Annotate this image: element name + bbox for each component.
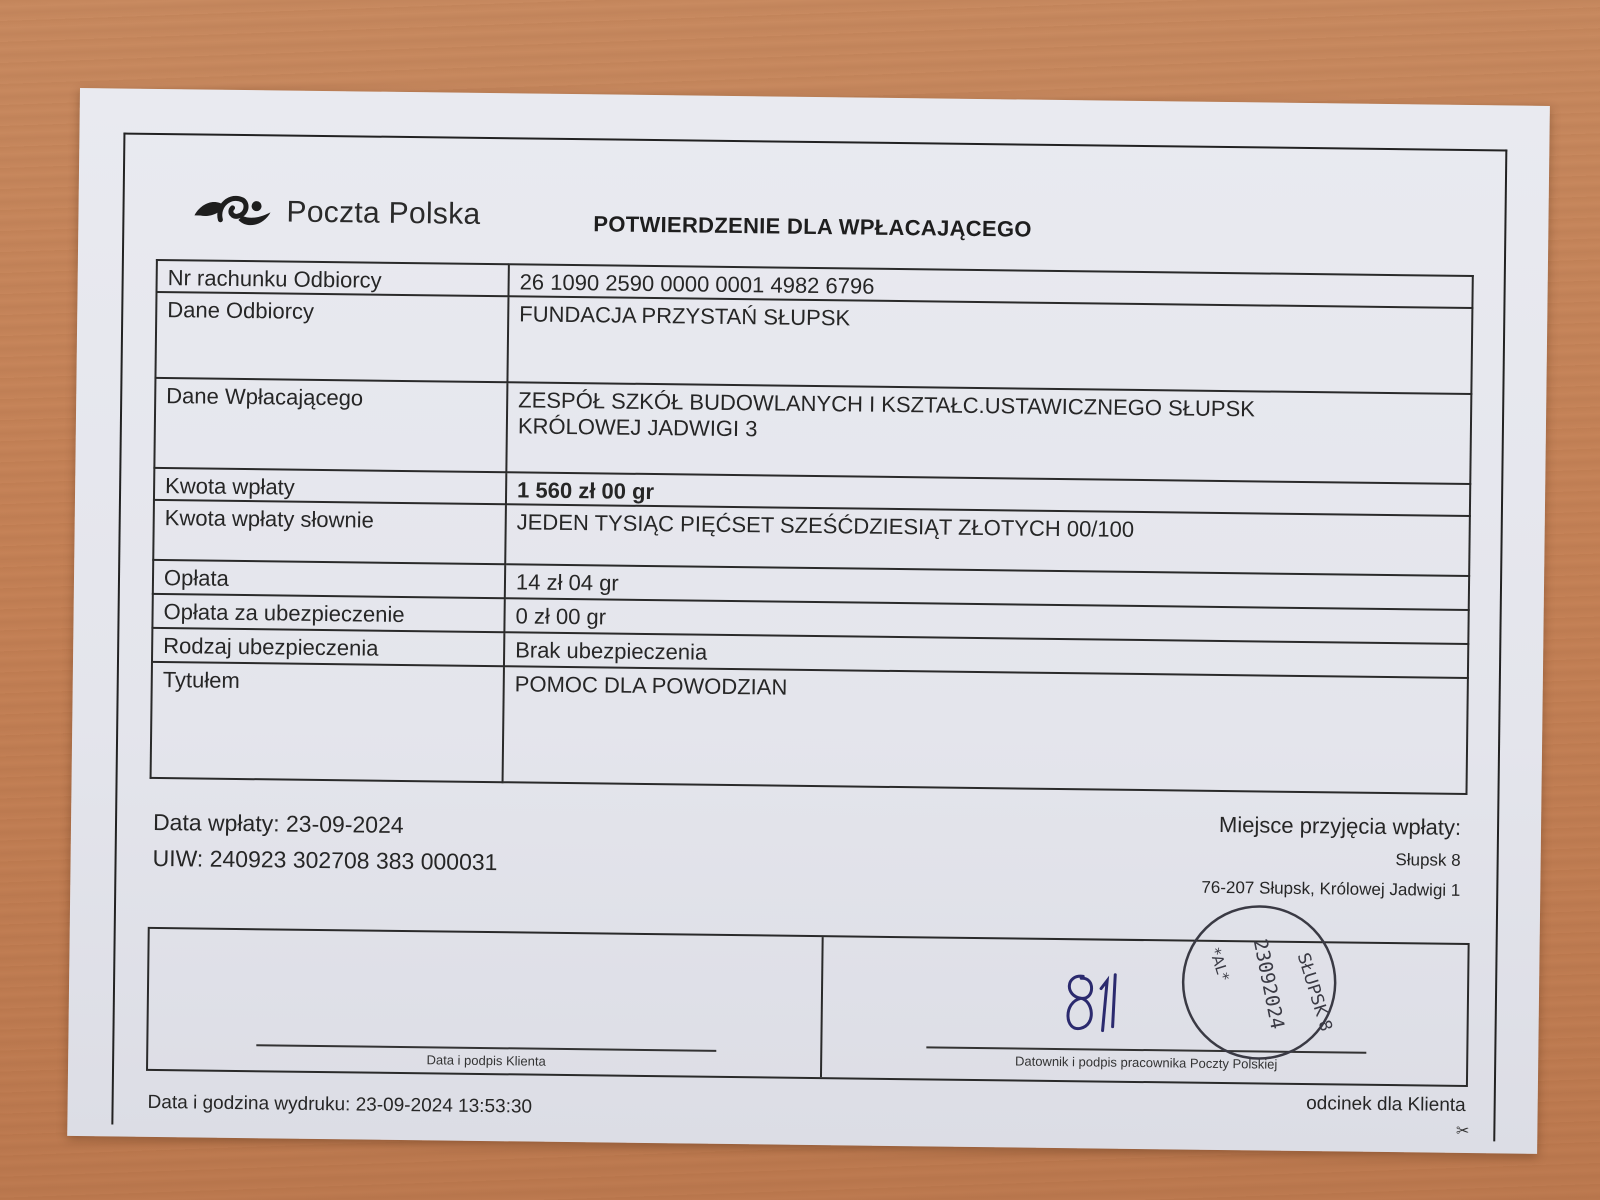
detail-value	[507, 296, 1472, 394]
post-office-date-stamp	[1178, 902, 1340, 1064]
stamp-city: SŁUPSK 8	[1292, 950, 1336, 1034]
stamp-date: 23092024	[1248, 937, 1289, 1032]
handwritten-signature	[1058, 962, 1139, 1043]
detail-value-line: POMOC DLA POWODZIAN	[514, 671, 788, 700]
detail-label: Rodzaj ubezpieczenia	[152, 628, 504, 666]
brand-name: Poczta Polska	[286, 195, 481, 231]
place-office: Słupsk 8	[1395, 850, 1461, 870]
detail-value-line: 1 560 zł 00 gr	[516, 477, 655, 505]
detail-row	[151, 662, 1468, 794]
detail-value-line: 26 1090 2590 0000 0001 4982 6796	[519, 269, 875, 299]
stamp-code: *AL*	[1205, 945, 1233, 984]
detail-label: Kwota wpłaty	[154, 468, 506, 504]
client-signature-caption: Data i podpis Klienta	[426, 1052, 546, 1069]
detail-row	[155, 292, 1472, 394]
detail-value	[503, 666, 1468, 794]
counterfoil-label: odcinek dla Klienta	[1306, 1093, 1466, 1117]
detail-value-line: JEDEN TYSIĄC PIĘĆSET SZEŚĆDZIESIĄT ZŁOTYCH 00/100	[516, 509, 1135, 542]
detail-label: Nr rachunku Odbiorcy	[157, 260, 509, 296]
detail-value-line: 0 zł 00 gr	[515, 603, 607, 630]
detail-value-line: ZESPÓŁ SZKÓŁ BUDOWLANYCH I KSZTAŁC.USTAWICZNEGO SŁUPSK	[518, 387, 1256, 422]
detail-row	[154, 378, 1471, 484]
document-title: POTWIERDZENIE DLA WPŁACAJĄCEGO	[593, 211, 1032, 242]
detail-label: Tytułem	[151, 662, 504, 782]
payment-details-table	[150, 259, 1474, 795]
detail-label: Opłata	[153, 560, 505, 598]
clerk-signature-caption: Datownik i podpis pracownika Poczty Polskiej	[1014, 1053, 1278, 1072]
detail-value	[506, 382, 1471, 484]
payment-date: Data wpłaty: 23-09-2024	[152, 808, 404, 839]
uiw-number: UIW: 240923 302708 383 000031	[152, 844, 498, 876]
detail-label: Opłata za ubezpieczenie	[152, 594, 504, 632]
detail-value-line: KRÓLOWEJ JADWIGI 3	[517, 413, 758, 442]
poczta-polska-horn-icon	[190, 189, 275, 234]
place-heading: Miejsce przyjęcia wpłaty:	[1218, 811, 1462, 840]
signature-divider	[820, 937, 824, 1077]
print-datetime: Data i godzina wydruku: 23-09-2024 13:53:30	[147, 1091, 533, 1118]
receipt-paper	[67, 88, 1550, 1154]
poczta-polska-logo	[190, 189, 481, 237]
detail-value-line: FUNDACJA PRZYSTAŃ SŁUPSK	[519, 301, 851, 331]
detail-label: Dane Odbiorcy	[155, 292, 508, 382]
detail-value-line: Brak ubezpieczenia	[515, 637, 708, 665]
detail-label: Dane Wpłacającego	[154, 378, 507, 472]
detail-value-line: 14 zł 04 gr	[515, 569, 619, 596]
place-address: 76-207 Słupsk, Królowej Jadwigi 1	[1201, 877, 1461, 900]
scissors-icon: ✂	[1455, 1122, 1470, 1141]
detail-label: Kwota wpłaty słownie	[153, 500, 506, 564]
